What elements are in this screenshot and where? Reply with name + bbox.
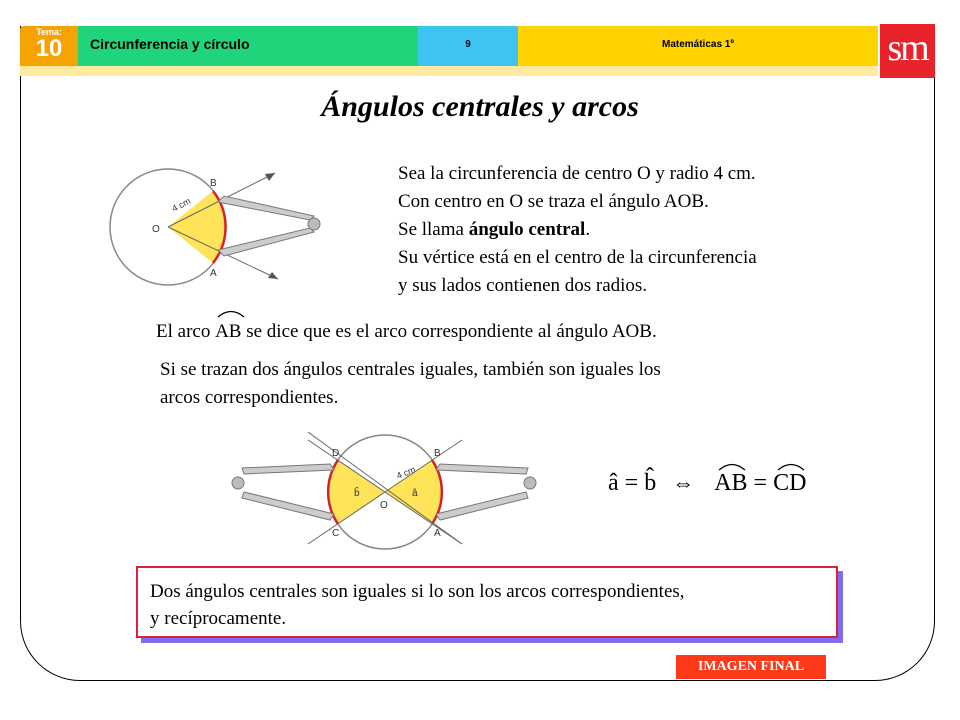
term-central-angle: ángulo central — [468, 219, 586, 240]
arc-sentence: El arco AB se dice que es el arco correspondiente al ángulo AOB. — [156, 318, 856, 346]
figure-equal-angles — [208, 432, 558, 550]
fig2-label-d: D — [332, 448, 340, 459]
tema-badge — [20, 26, 78, 66]
equal-angles-sentence — [160, 356, 810, 412]
formula-arc-cd: CD — [773, 470, 806, 497]
fig2-label-o: O — [380, 500, 388, 511]
page-title: Ángulos centrales y arcos — [321, 90, 639, 123]
equivalence-formula: â = b̂ ⇔ AB = CD — [608, 470, 806, 497]
intro-line-5: y sus lados contienen dos radios. — [398, 275, 648, 296]
fig1-radius-label: 4 cm — [170, 195, 193, 214]
page-bar — [418, 26, 518, 66]
topic-bar — [78, 26, 418, 66]
final-image-button[interactable]: IMAGEN FINAL — [676, 655, 826, 679]
conclusion-line-1: Dos ángulos centrales son iguales si lo son los arcos correspondientes, — [150, 581, 685, 602]
intro-line-4: Su vértice está en el centro de la circunferencia — [398, 247, 757, 268]
arc-ab-symbol: AB — [215, 318, 241, 346]
intro-text — [398, 160, 898, 300]
subject-title: Matemáticas 1º — [661, 39, 735, 50]
fig2-label-a: A — [434, 528, 441, 539]
figure-central-angle — [100, 158, 360, 293]
equal-line-2: arcos correspondientes. — [160, 387, 339, 408]
formula-arc-ab: AB — [714, 470, 747, 497]
fig2-angle-b: b̂ — [354, 488, 360, 499]
header-strip — [20, 66, 878, 76]
fig2-angle-a: â — [412, 488, 418, 499]
page-number: 9 — [465, 39, 471, 50]
fig2-label-c: C — [332, 528, 340, 539]
sm-logo: sm — [880, 24, 935, 78]
equal-line-1: Si se trazan dos ángulos centrales iguales, también son iguales los — [160, 359, 661, 380]
fig1-label-a: A — [210, 268, 217, 279]
topic-title: Circunferencia y círculo — [90, 36, 250, 52]
intro-line-3: Se llama ángulo central. — [398, 219, 591, 240]
fig1-label-o: O — [152, 224, 160, 235]
intro-line-1: Sea la circunferencia de centro O y radio 4 cm. — [398, 163, 756, 184]
tema-label: Tema: — [36, 27, 62, 37]
tema-number: 10 — [35, 35, 63, 62]
fig2-radius-label: 4 cm — [395, 464, 417, 481]
formula-angles: â = b̂ — [608, 470, 657, 496]
intro-line-2: Con centro en O se traza el ángulo AOB. — [398, 191, 709, 212]
subject-bar — [518, 26, 878, 66]
fig2-label-b: B — [434, 448, 441, 459]
fig1-label-b: B — [210, 178, 217, 189]
conclusion-box — [136, 566, 838, 638]
formula-iff: ⇔ — [672, 470, 695, 495]
conclusion-line-2: y recíprocamente. — [150, 608, 287, 629]
